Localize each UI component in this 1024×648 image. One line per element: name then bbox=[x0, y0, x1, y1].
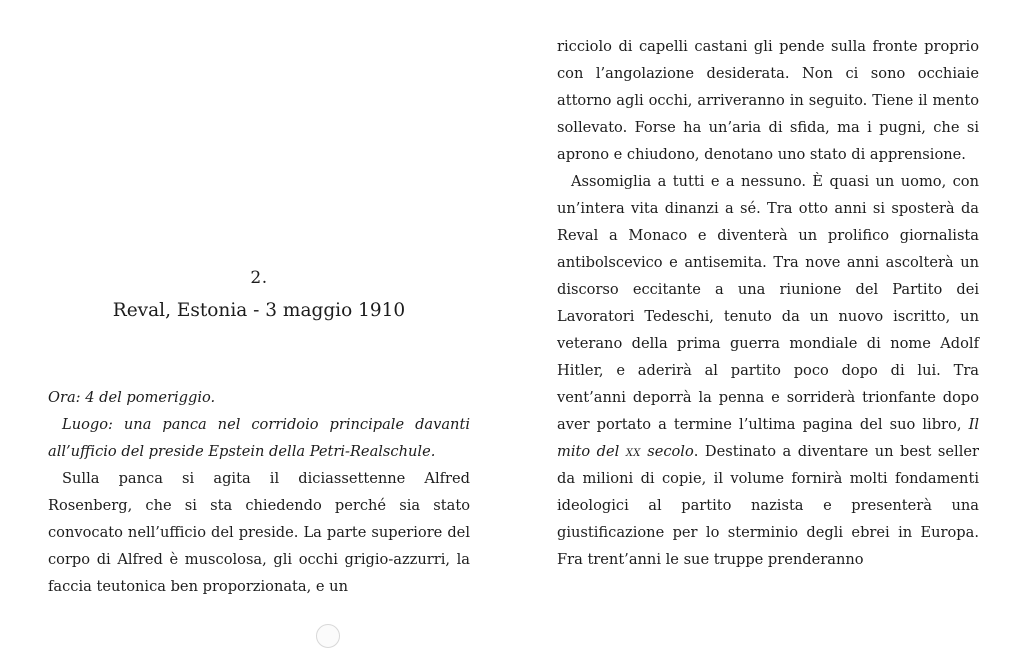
paragraph-2-part1: Assomiglia a tutti e a nessuno. È quasi un uomo, con un’intera vita dinanzi a sé. Tra otto anni si sposterà da Reval a Monaco e diventerà un prolifico giornalista antibolscevico e antisemita. Tra nove anni ascolterà un discorso eccitante a una riunione del Partito dei Lavoratori Tedeschi, tenuto da un nuovo iscritto, un veterano della prima guerra mondiale di nome Adolf Hitler, e aderirà al partito poco dopo di lui. Tra vent’anni deporrà la penna e sorriderà trionfante dopo aver portato a termine l’ultima pagina del suo libro, bbox=[557, 173, 979, 433]
book-title-part1: Il mito del bbox=[557, 416, 979, 460]
chapter-title: Reval, Estonia - 3 maggio 1910 bbox=[112, 300, 406, 321]
time-line bbox=[48, 384, 470, 411]
paragraph-continued: ricciolo di capelli castani gli pende sulla fronte proprio con l’angolazione desiderata. Non ci sono occhiaie attorno agli occhi, arriveranno in seguito. Tiene il mento sollevato. Forse ha un’aria di sfida, ma i pugni, che si aprono e chiudono, denotano uno stato di apprensione. bbox=[557, 38, 979, 163]
paragraph-2 bbox=[557, 168, 979, 573]
page-indicator bbox=[316, 624, 340, 648]
place-line bbox=[48, 411, 470, 465]
left-text-block bbox=[48, 384, 470, 600]
book-title-part2: secolo bbox=[640, 443, 694, 460]
chapter-number: 2. bbox=[250, 268, 268, 288]
right-text-block bbox=[557, 33, 979, 573]
time-line-text: Ora: 4 del pomeriggio. bbox=[48, 389, 216, 406]
place-line-text: Luogo: una panca nel corridoio principale davanti all’ufficio del preside Epstein della Petri-Realschule. bbox=[48, 416, 470, 460]
right-page bbox=[557, 0, 979, 630]
book-title-numeral: xx bbox=[625, 443, 641, 460]
paragraph-2-part2: . Destinato a diventare un best seller da milioni di copie, il volume fornirà molti fondamenti ideologici al partito nazista e presenterà una giustificazione per lo sterminio degli ebrei in Europa. Fra trent’anni le sue truppe prenderanno bbox=[557, 443, 979, 568]
left-page bbox=[48, 0, 470, 630]
body-paragraph: Sulla panca si agita il diciassettenne Alfred Rosenberg, che si sta chiedendo perché sia stato convocato nell’ufficio del preside. La parte superiore del corpo di Alfred è muscolosa, gli occhi grigio-azzurri, la faccia teutonica ben proporzionata, e un bbox=[48, 470, 470, 595]
